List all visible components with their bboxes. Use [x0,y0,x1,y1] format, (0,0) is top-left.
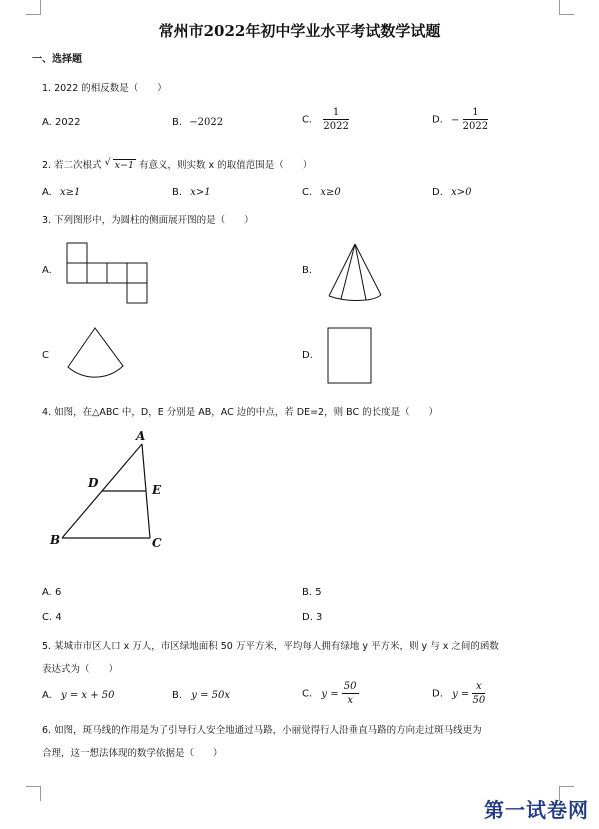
q5-option-d-lhs: y = [452,688,470,700]
net-square-row-2 [87,263,107,283]
q1-option-d-fraction [463,106,488,133]
q3-option-c-label: C [42,350,49,361]
q4-option-b: B. 5 [302,587,322,598]
q2-option-b-value: x>1 [190,187,211,198]
q5-option-b-label: B. [172,690,183,701]
radical-sign-icon: √ [104,157,111,168]
q3-option-b-label: B. [302,265,313,276]
q2-radical [104,157,136,171]
pyramid-edge [355,244,366,300]
q5-option-c-fraction [342,680,359,707]
question-5-stem-line-1: 5. 某城市市区人口 x 万人，市区绿地面积 50 万平方米，平均每人拥有绿地 y 平方米，则 y 与 x 之间的函数 [42,641,499,652]
q5-option-d-numerator: x [472,680,485,694]
net-square-top [67,243,87,263]
q5-option-a [42,690,115,701]
q1-option-a: A. 2022 [42,117,81,128]
q3-option-a-net-figure [64,240,156,304]
q5-option-c-denominator: x [347,695,353,706]
q3-option-d-rectangle-figure [326,326,374,386]
question-2-stem [42,157,312,171]
net-square-row-1 [67,263,87,283]
q5-option-b [172,690,230,701]
corner-mark-top-right [559,0,574,15]
q1-option-d-sign: − [451,114,460,126]
q3-option-b-pyramid-figure [326,240,386,302]
rectangle-shape [328,328,371,383]
pyramid-edge [341,244,355,299]
q1-option-c-numerator: 1 [323,106,348,120]
point-label-d: D [88,476,99,490]
net-square-row-4 [127,263,147,283]
q2-option-c [302,187,341,198]
q2-option-c-label: C. [302,187,313,198]
q4-triangle-figure [44,424,184,554]
q1-option-c [302,106,349,133]
q1-option-d-denominator: 2022 [462,121,489,132]
pyramid-edge [329,244,355,296]
net-square-row-3 [107,263,127,283]
q2-option-b-label: B. [172,187,183,198]
q5-option-c-lhs: y = [321,688,339,700]
q2-stem-pre: 2. 若二次根式 [42,160,102,171]
section-heading: 一、选择题 [32,54,82,65]
sector-shape [68,328,123,377]
q1-option-b [172,117,223,128]
q3-option-c-sector-figure [62,325,132,387]
watermark-logo: 第一试卷网 [484,798,589,822]
vertex-label-a: A [136,429,146,443]
q2-option-c-value: x≥0 [320,187,341,198]
q3-option-a-label: A. [42,265,52,276]
q2-option-a-label: A. [42,187,52,198]
q2-option-d-value: x>0 [451,187,472,198]
q1-option-c-label: C. [302,114,313,126]
question-4-stem: 4. 如图，在△ABC 中，D，E 分别是 AB，AC 边的中点，若 DE=2，则 BC 的长度是（ ） [42,407,439,418]
q1-option-d-numerator: 1 [463,106,488,120]
q5-option-a-label: A. [42,690,52,701]
corner-mark-bottom-left [26,786,41,801]
page-title: 常州市2022年初中学业水平考试数学试题 [158,22,441,40]
q1-option-b-label: B. [172,117,183,128]
q5-option-d-fraction [472,680,485,707]
q4-option-d: D. 3 [302,612,323,623]
net-square-bottom [127,283,147,303]
q2-radicand: x−1 [114,160,134,171]
corner-mark-top-left [26,0,41,15]
q5-option-d [432,680,485,707]
q1-option-c-denominator: 2022 [323,121,349,132]
q2-option-a-value: x≥1 [60,187,81,198]
q4-option-c: C. 4 [42,612,62,623]
question-1-stem: 1. 2022 的相反数是（ ） [42,83,167,94]
q2-stem-post: 有意义，则实数 x 的取值范围是（ ） [139,160,313,171]
q5-option-a-value: y = x + 50 [61,690,115,701]
question-6-stem-line-2: 合理，这一想法体现的数学依据是（ ） [42,748,223,759]
vertex-label-c: C [152,536,162,550]
q5-option-d-label: D. [432,688,443,700]
pyramid-base [329,295,381,301]
q5-option-b-value: y = 50x [191,690,230,701]
q1-option-d-label: D. [432,114,443,126]
question-5-stem-line-2: 表达式为（ ） [42,664,119,675]
q4-option-a: A. 6 [42,587,62,598]
point-label-e: E [152,483,162,497]
q1-option-b-value: −2022 [189,117,224,128]
q3-option-d-label: D. [302,350,313,361]
question-3-stem: 3. 下列图形中，为圆柱的侧面展开图的是（ ） [42,215,254,226]
question-6-stem-line-1: 6. 如图，斑马线的作用是为了引导行人安全地通过马路，小丽觉得行人沿垂直马路的方向走过斑马线更为 [42,725,482,736]
q5-option-c [302,680,359,707]
q5-option-d-denominator: 50 [472,695,486,706]
q2-option-a [42,187,80,198]
q2-option-b [172,187,211,198]
q2-option-d [432,187,471,198]
q1-option-d [432,106,488,133]
q5-option-c-numerator: 50 [343,681,357,692]
vertex-label-b: B [50,533,61,547]
q5-option-c-label: C. [302,688,313,700]
q2-option-d-label: D. [432,187,443,198]
pyramid-edge [355,244,381,295]
q1-option-c-fraction [323,106,348,133]
